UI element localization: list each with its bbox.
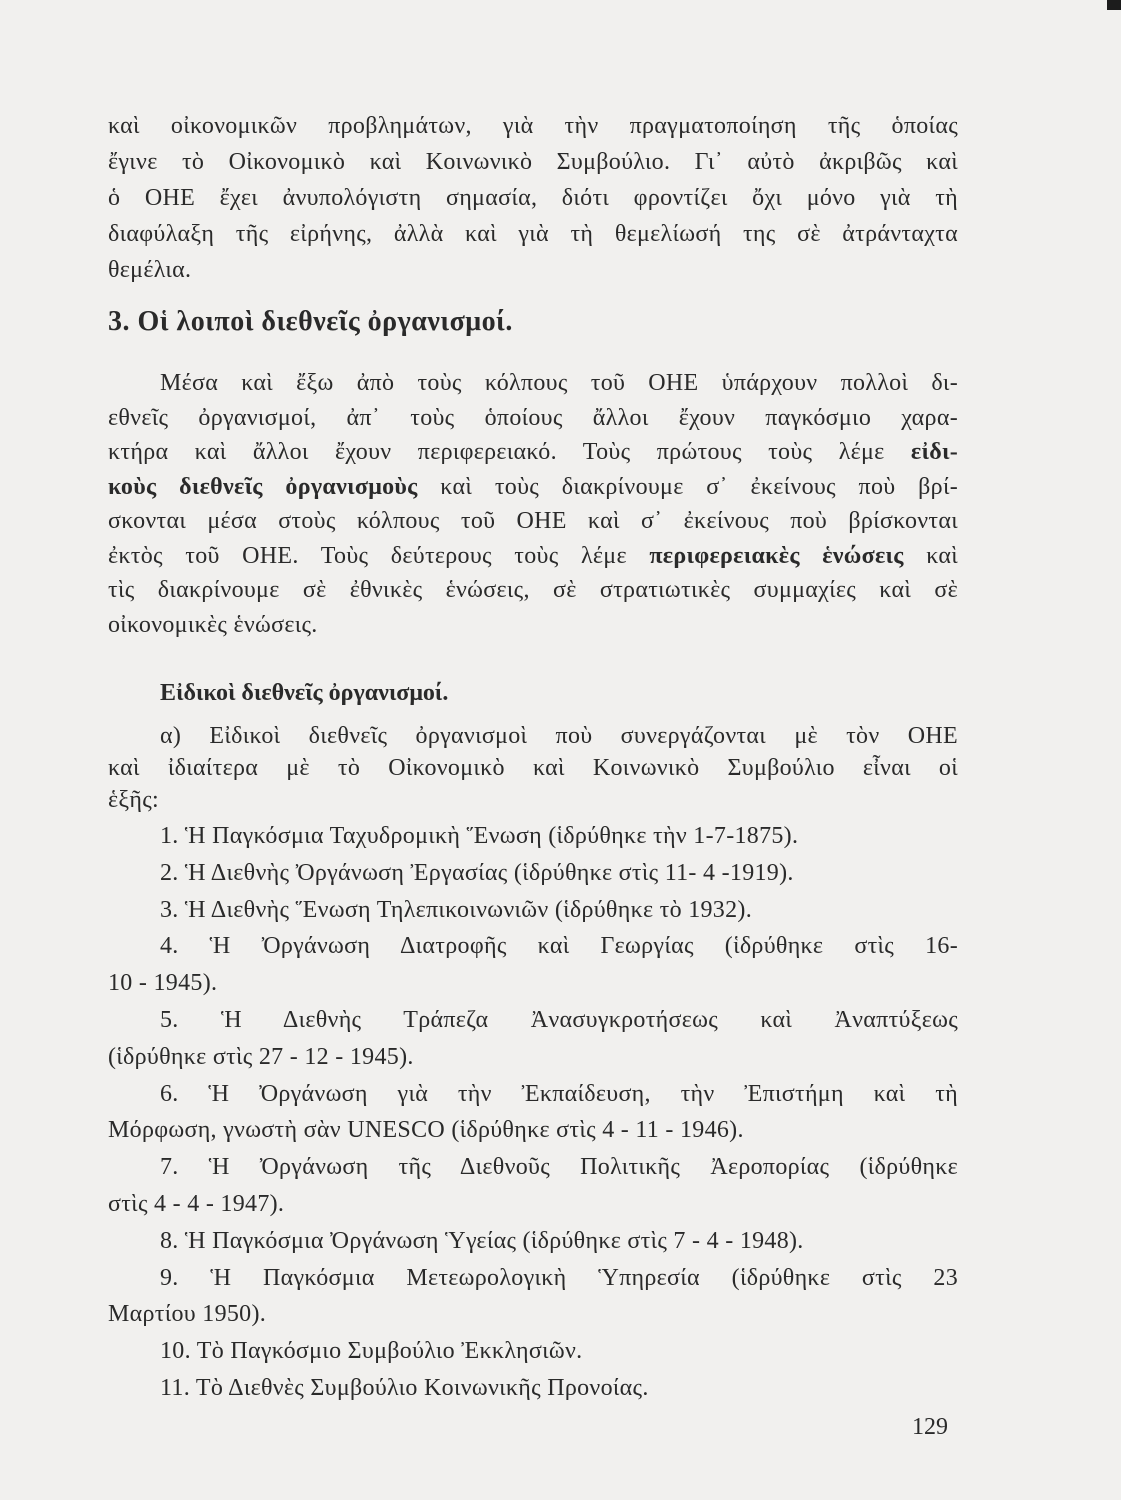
- paragraph-text: καὶ τοὺς διακρίνουμε σ᾽ ἐκείνους ποὺ βρί-: [417, 473, 958, 500]
- list-item-line: 9. Ἡ Παγκόσμια Μετεωρολογικὴ Ὑπηρεσία (ἱδρύθηκε στὶς 23: [160, 1264, 958, 1291]
- section-heading: 3. Οἱ λοιποὶ διεθνεῖς ὀργανισμοί.: [108, 306, 513, 337]
- paragraph-line: [108, 470, 958, 505]
- intro-line: ὁ ΟΗΕ ἔχει ἀνυπολόγιστη σημασία, διότι φροντίζει ὄχι μόνο γιὰ τὴ: [108, 185, 958, 211]
- list-item-line: 5. Ἡ Διεθνὴς Τράπεζα Ἀνασυγκροτήσεως καὶ Ἀναπτύξεως: [160, 1006, 958, 1033]
- paragraph-line: τὶς διακρίνουμε σὲ ἐθνικὲς ἑνώσεις, σὲ στρατιωτικὲς συμμαχίες καὶ σὲ: [108, 577, 958, 603]
- list-item: [108, 1223, 958, 1260]
- subsection-intro-line: α) Εἰδικοὶ διεθνεῖς ὀργανισμοὶ ποὺ συνεργάζονται μὲ τὸν ΟΗΕ: [160, 723, 958, 749]
- paragraph-line: εθνεῖς ὀργανισμοί, ἀπ᾽ τοὺς ὁποίους ἄλλοι ἔχουν παγκόσμιο χαρα-: [108, 404, 958, 431]
- list-item-line: Μαρτίου 1950).: [108, 1301, 267, 1328]
- section-paragraph: [108, 366, 958, 642]
- paragraph-text: καὶ: [903, 542, 959, 569]
- list-item: [108, 1076, 958, 1150]
- paragraph-line: σκονται μέσα στοὺς κόλπους τοῦ ΟΗΕ καὶ σ᾽ ἐκείνους ποὺ βρίσκονται: [108, 508, 958, 534]
- subsection-heading: Εἰδικοὶ διεθνεῖς ὀργανισμοί.: [160, 680, 449, 706]
- page-number: 129: [912, 1414, 948, 1440]
- intro-line: καὶ οἰκονομικῶν προβλημάτων, γιὰ τὴν πραγματοποίηση τῆς ὁποίας: [108, 113, 958, 139]
- list-item-line: 8. Ἡ Παγκόσμια Ὀργάνωση Ὑγείας (ἱδρύθηκε στὶς 7 - 4 - 1948).: [160, 1227, 804, 1254]
- list-item: [108, 1260, 958, 1334]
- list-item-line: 6. Ἡ Ὀργάνωση γιὰ τὴν Ἐκπαίδευση, τὴν Ἐπιστήμη καὶ τὴ: [160, 1080, 958, 1107]
- list-item-line: 10. Τὸ Παγκόσμιο Συμβούλιο Ἐκκλησιῶν.: [160, 1338, 583, 1365]
- term-specialized-bold: εἰδι-: [910, 439, 958, 465]
- list-item-line: 4. Ἡ Ὀργάνωση Διατροφῆς καὶ Γεωργίας (ἱδρύθηκε στὶς 16-: [160, 933, 958, 960]
- list-item: [108, 1149, 958, 1223]
- list-item-line: 2. Ἡ Διεθνὴς Ὀργάνωση Ἐργασίας (ἱδρύθηκε στὶς 11- 4 -1919).: [160, 859, 794, 886]
- list-item: [108, 855, 958, 892]
- paragraph-line: οἰκονομικὲς ἑνώσεις.: [108, 611, 318, 638]
- list-item-line: 3. Ἡ Διεθνὴς Ἕνωση Τηλεπικοινωνιῶν (ἱδρύθηκε τὸ 1932).: [160, 896, 752, 923]
- intro-line: ἔγινε τὸ Οἰκονομικὸ καὶ Κοινωνικὸ Συμβούλιο. Γι᾽ αὐτὸ ἀκριβῶς καὶ: [108, 149, 958, 175]
- list-item: [108, 1370, 958, 1407]
- list-item: [108, 892, 958, 929]
- list-item-line: στὶς 4 - 4 - 1947).: [108, 1190, 285, 1217]
- list-item: [108, 928, 958, 1002]
- list-item-line: 1. Ἡ Παγκόσμια Ταχυδρομικὴ Ἕνωση (ἱδρύθηκε τὴν 1-7-1875).: [160, 823, 799, 849]
- intro-line: διαφύλαξη τῆς εἰρήνης, ἀλλὰ καὶ γιὰ τὴ θεμελίωσή της σὲ ἀτράνταχτα: [108, 221, 958, 247]
- subsection-intro-line: ἑξῆς:: [108, 787, 159, 813]
- list-item-line: (ἱδρύθηκε στὶς 27 - 12 - 1945).: [108, 1043, 414, 1070]
- paragraph-line: Μέσα καὶ ἔξω ἀπὸ τοὺς κόλπους τοῦ ΟΗΕ ὑπάρχουν πολλοὶ δι-: [160, 370, 958, 396]
- list-item: [108, 1333, 958, 1370]
- paragraph-text: κτήρα καὶ ἄλλοι ἔχουν περιφερειακό. Τοὺς πρώτους τοὺς λέμε: [108, 439, 911, 465]
- intro-paragraph: [108, 108, 958, 288]
- paragraph-text: ἐκτὸς τοῦ ΟΗΕ. Τοὺς δεύτερους τοὺς λέμε: [108, 542, 650, 569]
- paragraph-line: [108, 435, 958, 470]
- list-item: [108, 818, 958, 855]
- paragraph-line: [108, 539, 958, 574]
- scan-corner-mark: [1107, 0, 1121, 10]
- list-item-line: 11. Τὸ Διεθνὲς Συμβούλιο Κοινωνικῆς Προνοίας.: [160, 1374, 649, 1401]
- list-item-line: 7. Ἡ Ὀργάνωση τῆς Διεθνοῦς Πολιτικῆς Ἀεροπορίας (ἱδρύθηκε: [160, 1154, 958, 1181]
- list-item-line: Μόρφωση, γνωστὴ σὰν UNESCO (ἱδρύθηκε στὶς 4 - 11 - 1946).: [108, 1117, 744, 1144]
- intro-line: θεμέλια.: [108, 257, 192, 283]
- term-regional-bold: περιφερειακὲς ἑνώσεις: [649, 542, 904, 569]
- term-specialized-bold: κοὺς διεθνεῖς ὀργανισμοὺς: [108, 473, 418, 500]
- organizations-list: [108, 818, 958, 1407]
- list-item-line: 10 - 1945).: [108, 970, 218, 997]
- subsection-intro-line: καὶ ἰδιαίτερα μὲ τὸ Οἰκονομικὸ καὶ Κοινωνικὸ Συμβούλιο εἶναι οἱ: [108, 755, 958, 781]
- subsection-intro: [108, 720, 958, 816]
- list-item: [108, 1002, 958, 1076]
